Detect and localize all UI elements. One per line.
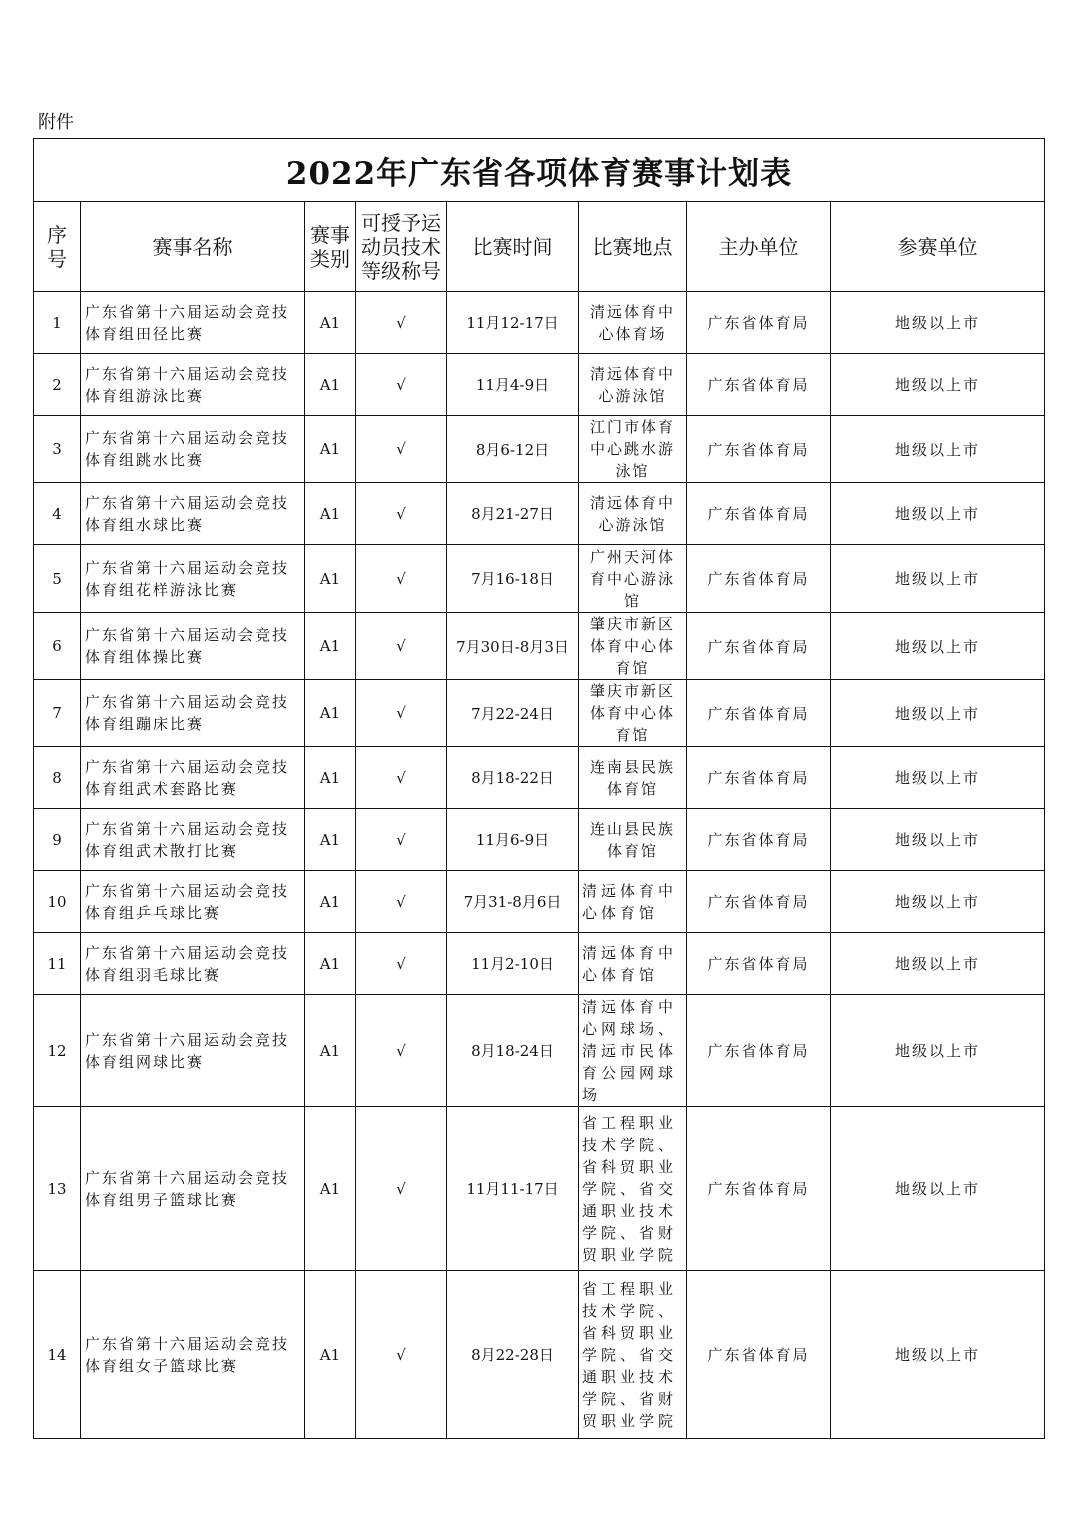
table-row xyxy=(34,613,1045,680)
header-name: 赛事名称 xyxy=(81,202,305,292)
cell-host: 广东省体育局 xyxy=(687,292,831,354)
cell-no: 11 xyxy=(34,933,81,995)
cell-venue: 江门市体育中心跳水游泳馆 xyxy=(579,416,687,483)
header-time: 比赛时间 xyxy=(447,202,579,292)
cell-category: A1 xyxy=(305,747,356,809)
cell-category: A1 xyxy=(305,354,356,416)
cell-time: 8月18-24日 xyxy=(447,995,579,1107)
cell-name: 广东省第十六届运动会竞技体育组跳水比赛 xyxy=(81,416,305,483)
cell-host: 广东省体育局 xyxy=(687,416,831,483)
cell-time: 7月16-18日 xyxy=(447,545,579,613)
cell-host: 广东省体育局 xyxy=(687,995,831,1107)
cell-venue: 清远体育中心网球场、清远市民体育公园网球场 xyxy=(579,995,687,1107)
cell-participants: 地级以上市 xyxy=(831,483,1045,545)
cell-category: A1 xyxy=(305,809,356,871)
cell-grade: √ xyxy=(356,809,447,871)
cell-name: 广东省第十六届运动会竞技体育组羽毛球比赛 xyxy=(81,933,305,995)
cell-participants: 地级以上市 xyxy=(831,747,1045,809)
cell-name: 广东省第十六届运动会竞技体育组女子篮球比赛 xyxy=(81,1271,305,1439)
cell-grade: √ xyxy=(356,1271,447,1439)
cell-time: 8月6-12日 xyxy=(447,416,579,483)
cell-participants: 地级以上市 xyxy=(831,809,1045,871)
header-row xyxy=(34,202,1045,292)
attachment-label: 附件 xyxy=(38,112,74,133)
cell-venue: 清远体育中心体育馆 xyxy=(579,933,687,995)
cell-grade: √ xyxy=(356,416,447,483)
cell-venue: 广州天河体育中心游泳馆 xyxy=(579,545,687,613)
cell-host: 广东省体育局 xyxy=(687,1107,831,1271)
cell-no: 2 xyxy=(34,354,81,416)
table-row xyxy=(34,416,1045,483)
cell-name: 广东省第十六届运动会竞技体育组乒乓球比赛 xyxy=(81,871,305,933)
table-row xyxy=(34,545,1045,613)
cell-name: 广东省第十六届运动会竞技体育组体操比赛 xyxy=(81,613,305,680)
cell-participants: 地级以上市 xyxy=(831,545,1045,613)
header-participants: 参赛单位 xyxy=(831,202,1045,292)
cell-category: A1 xyxy=(305,416,356,483)
cell-name: 广东省第十六届运动会竞技体育组花样游泳比赛 xyxy=(81,545,305,613)
header-grade: 可授予运动员技术等级称号 xyxy=(356,202,447,292)
cell-participants: 地级以上市 xyxy=(831,416,1045,483)
cell-venue: 清远体育中心游泳馆 xyxy=(579,354,687,416)
cell-category: A1 xyxy=(305,995,356,1107)
cell-participants: 地级以上市 xyxy=(831,613,1045,680)
cell-host: 广东省体育局 xyxy=(687,613,831,680)
cell-participants: 地级以上市 xyxy=(831,1107,1045,1271)
event-plan-table xyxy=(33,138,1045,1439)
cell-no: 6 xyxy=(34,613,81,680)
cell-no: 5 xyxy=(34,545,81,613)
cell-grade: √ xyxy=(356,292,447,354)
header-host: 主办单位 xyxy=(687,202,831,292)
cell-time: 8月21-27日 xyxy=(447,483,579,545)
cell-no: 14 xyxy=(34,1271,81,1439)
cell-category: A1 xyxy=(305,292,356,354)
cell-time: 7月30日-8月3日 xyxy=(447,613,579,680)
cell-host: 广东省体育局 xyxy=(687,1271,831,1439)
cell-host: 广东省体育局 xyxy=(687,545,831,613)
table-row xyxy=(34,995,1045,1107)
cell-time: 8月22-28日 xyxy=(447,1271,579,1439)
cell-no: 3 xyxy=(34,416,81,483)
cell-category: A1 xyxy=(305,483,356,545)
cell-host: 广东省体育局 xyxy=(687,871,831,933)
cell-time: 11月4-9日 xyxy=(447,354,579,416)
cell-venue: 肇庆市新区体育中心体育馆 xyxy=(579,680,687,747)
cell-host: 广东省体育局 xyxy=(687,747,831,809)
cell-venue: 连山县民族体育馆 xyxy=(579,809,687,871)
cell-grade: √ xyxy=(356,995,447,1107)
cell-time: 11月6-9日 xyxy=(447,809,579,871)
table-row xyxy=(34,747,1045,809)
cell-name: 广东省第十六届运动会竞技体育组武术套路比赛 xyxy=(81,747,305,809)
table-row xyxy=(34,809,1045,871)
cell-time: 7月31-8月6日 xyxy=(447,871,579,933)
cell-host: 广东省体育局 xyxy=(687,809,831,871)
cell-grade: √ xyxy=(356,933,447,995)
cell-venue: 肇庆市新区体育中心体育馆 xyxy=(579,613,687,680)
cell-venue: 清远体育中心体育场 xyxy=(579,292,687,354)
cell-grade: √ xyxy=(356,613,447,680)
cell-grade: √ xyxy=(356,483,447,545)
cell-participants: 地级以上市 xyxy=(831,933,1045,995)
cell-grade: √ xyxy=(356,680,447,747)
cell-time: 11月11-17日 xyxy=(447,1107,579,1271)
header-venue: 比赛地点 xyxy=(579,202,687,292)
table-row xyxy=(34,1107,1045,1271)
cell-no: 13 xyxy=(34,1107,81,1271)
cell-name: 广东省第十六届运动会竞技体育组水球比赛 xyxy=(81,483,305,545)
cell-name: 广东省第十六届运动会竞技体育组男子篮球比赛 xyxy=(81,1107,305,1271)
cell-name: 广东省第十六届运动会竞技体育组网球比赛 xyxy=(81,995,305,1107)
cell-host: 广东省体育局 xyxy=(687,933,831,995)
cell-no: 1 xyxy=(34,292,81,354)
cell-venue: 清远体育中心体育馆 xyxy=(579,871,687,933)
cell-no: 7 xyxy=(34,680,81,747)
cell-category: A1 xyxy=(305,613,356,680)
cell-participants: 地级以上市 xyxy=(831,871,1045,933)
cell-time: 11月12-17日 xyxy=(447,292,579,354)
cell-category: A1 xyxy=(305,1271,356,1439)
table-row xyxy=(34,292,1045,354)
cell-grade: √ xyxy=(356,545,447,613)
cell-name: 广东省第十六届运动会竞技体育组武术散打比赛 xyxy=(81,809,305,871)
header-category: 赛事类别 xyxy=(305,202,356,292)
cell-category: A1 xyxy=(305,871,356,933)
table-row xyxy=(34,871,1045,933)
cell-venue: 省工程职业技术学院、省科贸职业学院、省交通职业技术学院、省财贸职业学院 xyxy=(579,1271,687,1439)
cell-name: 广东省第十六届运动会竞技体育组田径比赛 xyxy=(81,292,305,354)
cell-time: 11月2-10日 xyxy=(447,933,579,995)
cell-grade: √ xyxy=(356,354,447,416)
cell-venue: 清远体育中心游泳馆 xyxy=(579,483,687,545)
cell-participants: 地级以上市 xyxy=(831,995,1045,1107)
header-no: 序号 xyxy=(34,202,81,292)
cell-category: A1 xyxy=(305,545,356,613)
cell-no: 8 xyxy=(34,747,81,809)
table-row xyxy=(34,1271,1045,1439)
cell-grade: √ xyxy=(356,1107,447,1271)
cell-grade: √ xyxy=(356,871,447,933)
cell-participants: 地级以上市 xyxy=(831,680,1045,747)
cell-host: 广东省体育局 xyxy=(687,680,831,747)
cell-host: 广东省体育局 xyxy=(687,483,831,545)
cell-host: 广东省体育局 xyxy=(687,354,831,416)
cell-venue: 省工程职业技术学院、省科贸职业学院、省交通职业技术学院、省财贸职业学院 xyxy=(579,1107,687,1271)
cell-no: 4 xyxy=(34,483,81,545)
cell-category: A1 xyxy=(305,1107,356,1271)
table-title: 2022年广东省各项体育赛事计划表 xyxy=(34,139,1045,202)
table-row xyxy=(34,933,1045,995)
table-row xyxy=(34,680,1045,747)
cell-grade: √ xyxy=(356,747,447,809)
cell-no: 10 xyxy=(34,871,81,933)
cell-no: 9 xyxy=(34,809,81,871)
table-row xyxy=(34,483,1045,545)
cell-participants: 地级以上市 xyxy=(831,354,1045,416)
cell-time: 7月22-24日 xyxy=(447,680,579,747)
cell-name: 广东省第十六届运动会竞技体育组蹦床比赛 xyxy=(81,680,305,747)
cell-name: 广东省第十六届运动会竞技体育组游泳比赛 xyxy=(81,354,305,416)
cell-no: 12 xyxy=(34,995,81,1107)
cell-category: A1 xyxy=(305,680,356,747)
cell-participants: 地级以上市 xyxy=(831,1271,1045,1439)
cell-venue: 连南县民族体育馆 xyxy=(579,747,687,809)
cell-participants: 地级以上市 xyxy=(831,292,1045,354)
cell-time: 8月18-22日 xyxy=(447,747,579,809)
table-row xyxy=(34,354,1045,416)
cell-category: A1 xyxy=(305,933,356,995)
